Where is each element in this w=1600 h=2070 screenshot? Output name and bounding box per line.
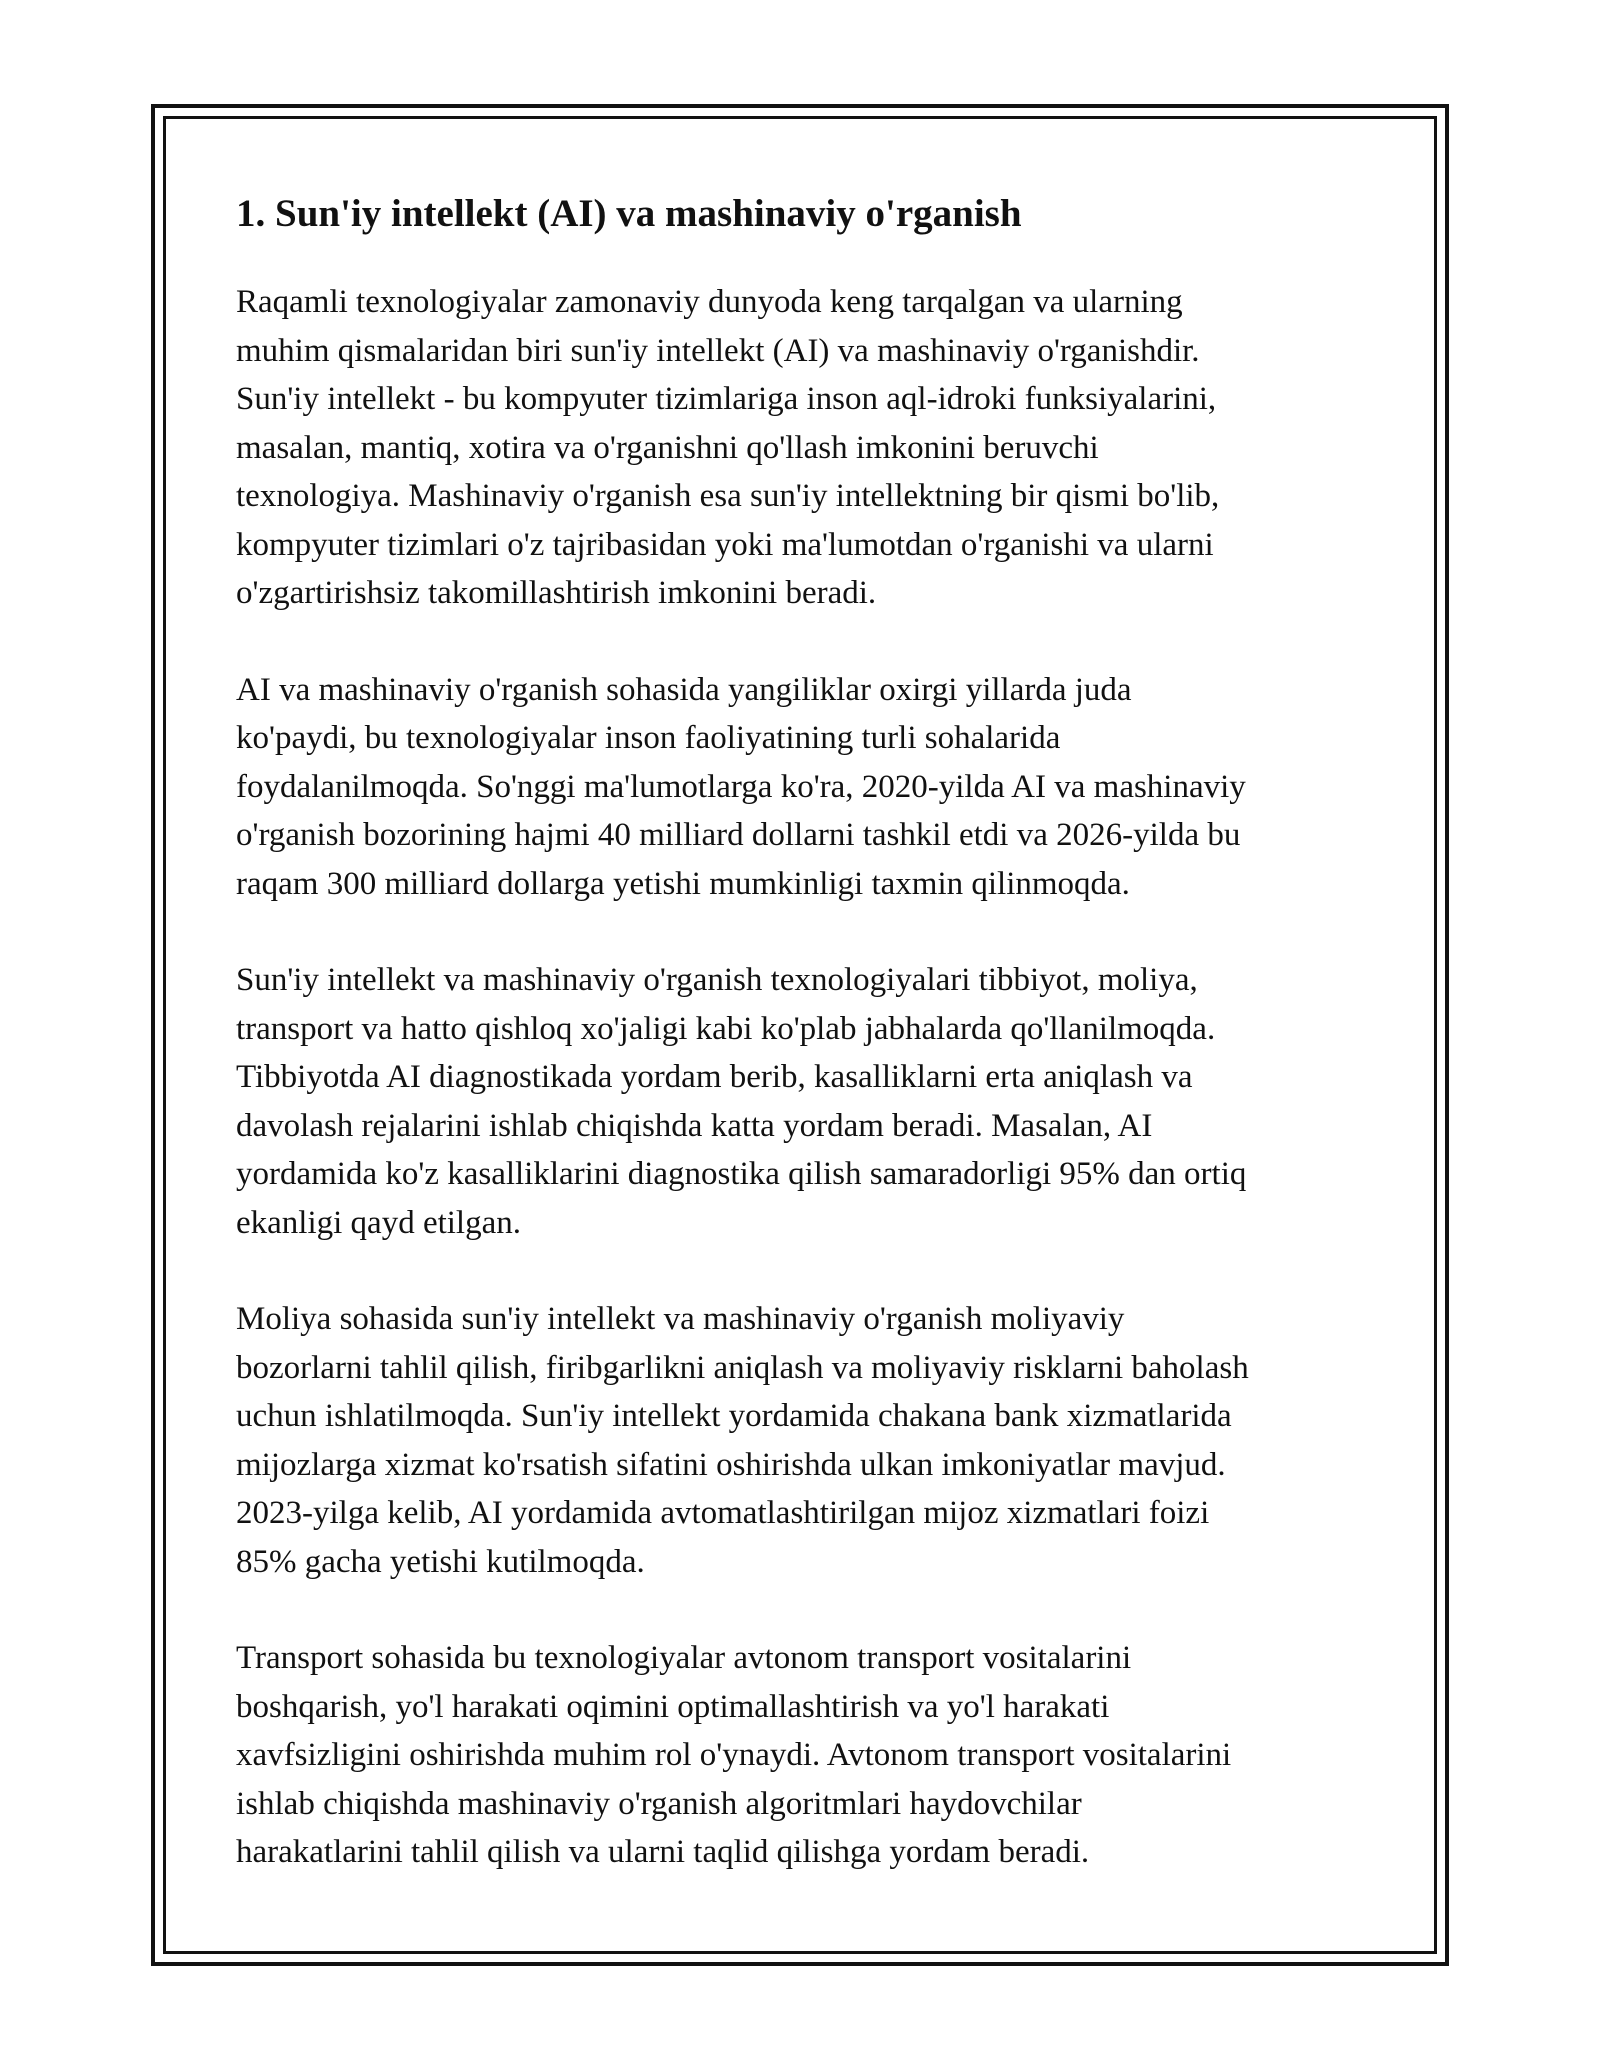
document-body	[236, 184, 1376, 1925]
section-title: 1. Sun'iy intellekt (AI) va mashinaviy o'rganish	[236, 192, 1022, 235]
text-line: muhim qismalaridan biri sun'iy intellekt (AI) va mashinaviy o'rganishdir.	[236, 332, 1200, 369]
paragraph-finance	[236, 1295, 1376, 1586]
text-line: 2023-yilga kelib, AI yordamida avtomatlashtirilgan mijoz xizmatlari foizi	[236, 1495, 1210, 1531]
paragraph-transport	[236, 1634, 1376, 1877]
text-line: Transport sohasida bu texnologiyalar avtonom transport vositalarini	[236, 1640, 1132, 1676]
text-line: boshqarish, yo'l harakati oqimini optimallashtirish va yo'l harakati	[236, 1688, 1110, 1725]
text-line: ekanligi qayd etilgan.	[236, 1204, 521, 1241]
paragraph-market	[236, 666, 1376, 909]
text-line: xavfsizligini oshirishda muhim rol o'ynaydi. Avtonom transport vositalarini	[236, 1737, 1232, 1773]
text-line: AI va mashinaviy o'rganish sohasida yangiliklar oxirgi yillarda juda	[236, 671, 1132, 708]
text-line: davolash rejalarini ishlab chiqishda katta yordam beradi. Masalan, AI	[236, 1107, 1153, 1144]
text-line: o'zgartirishsiz takomillashtirish imkonini beradi.	[236, 575, 877, 611]
text-line: texnologiya. Mashinaviy o'rganish esa sun'iy intellektning bir qismi bo'lib,	[236, 478, 1220, 514]
text-line: kompyuter tizimlari o'z tajribasidan yoki ma'lumotdan o'rganishi va ularni	[236, 526, 1214, 563]
text-line: Sun'iy intellekt - bu kompyuter tizimlariga inson aql-idroki funksiyalarini,	[236, 381, 1217, 417]
text-line: uchun ishlatilmoqda. Sun'iy intellekt yordamida chakana bank xizmatlarida	[236, 1398, 1232, 1434]
text-line: mijozlarga xizmat ko'rsatish sifatini oshirishda ulkan imkoniyatlar mavjud.	[236, 1446, 1226, 1483]
text-line: raqam 300 milliard dollarga yetishi mumkinligi taxmin qilinmoqda.	[236, 865, 1130, 902]
text-line: harakatlarini tahlil qilish va ularni taqlid qilishga yordam beradi.	[236, 1834, 1090, 1870]
text-line: o'rganish bozorining hajmi 40 milliard dollarni tashkil etdi va 2026-yilda bu	[236, 817, 1241, 853]
paragraph-intro	[236, 278, 1376, 618]
text-line: ko'paydi, bu texnologiyalar inson faoliyatining turli sohalarida	[236, 720, 1061, 756]
text-line: foydalanilmoqda. So'nggi ma'lumotlarga ko'ra, 2020-yilda AI va mashinaviy	[236, 768, 1246, 805]
text-line: ishlab chiqishda mashinaviy o'rganish algoritmlari haydovchilar	[236, 1785, 1082, 1822]
text-line: Raqamli texnologiyalar zamonaviy dunyoda keng tarqalgan va ularning	[236, 284, 1183, 320]
text-line: yordamida ko'z kasalliklarini diagnostika qilish samaradorligi 95% dan ortiq	[236, 1156, 1247, 1192]
text-line: transport va hatto qishloq xo'jaligi kabi ko'plab jabhalarda qo'llanilmoqda.	[236, 1010, 1216, 1047]
text-line: masalan, mantiq, xotira va o'rganishni qo'llash imkonini beruvchi	[236, 429, 1099, 466]
text-line: Sun'iy intellekt va mashinaviy o'rganish texnologiyalari tibbiyot, moliya,	[236, 962, 1198, 998]
paragraph-medicine	[236, 956, 1376, 1247]
text-line: 85% gacha yetishi kutilmoqda.	[236, 1543, 645, 1580]
text-line: Moliya sohasida sun'iy intellekt va mashinaviy o'rganish moliyaviy	[236, 1301, 1125, 1337]
text-line: Tibbiyotda AI diagnostikada yordam berib, kasalliklarni erta aniqlash va	[236, 1059, 1193, 1095]
text-line: bozorlarni tahlil qilish, firibgarlikni aniqlash va moliyaviy risklarni baholash	[236, 1349, 1249, 1386]
